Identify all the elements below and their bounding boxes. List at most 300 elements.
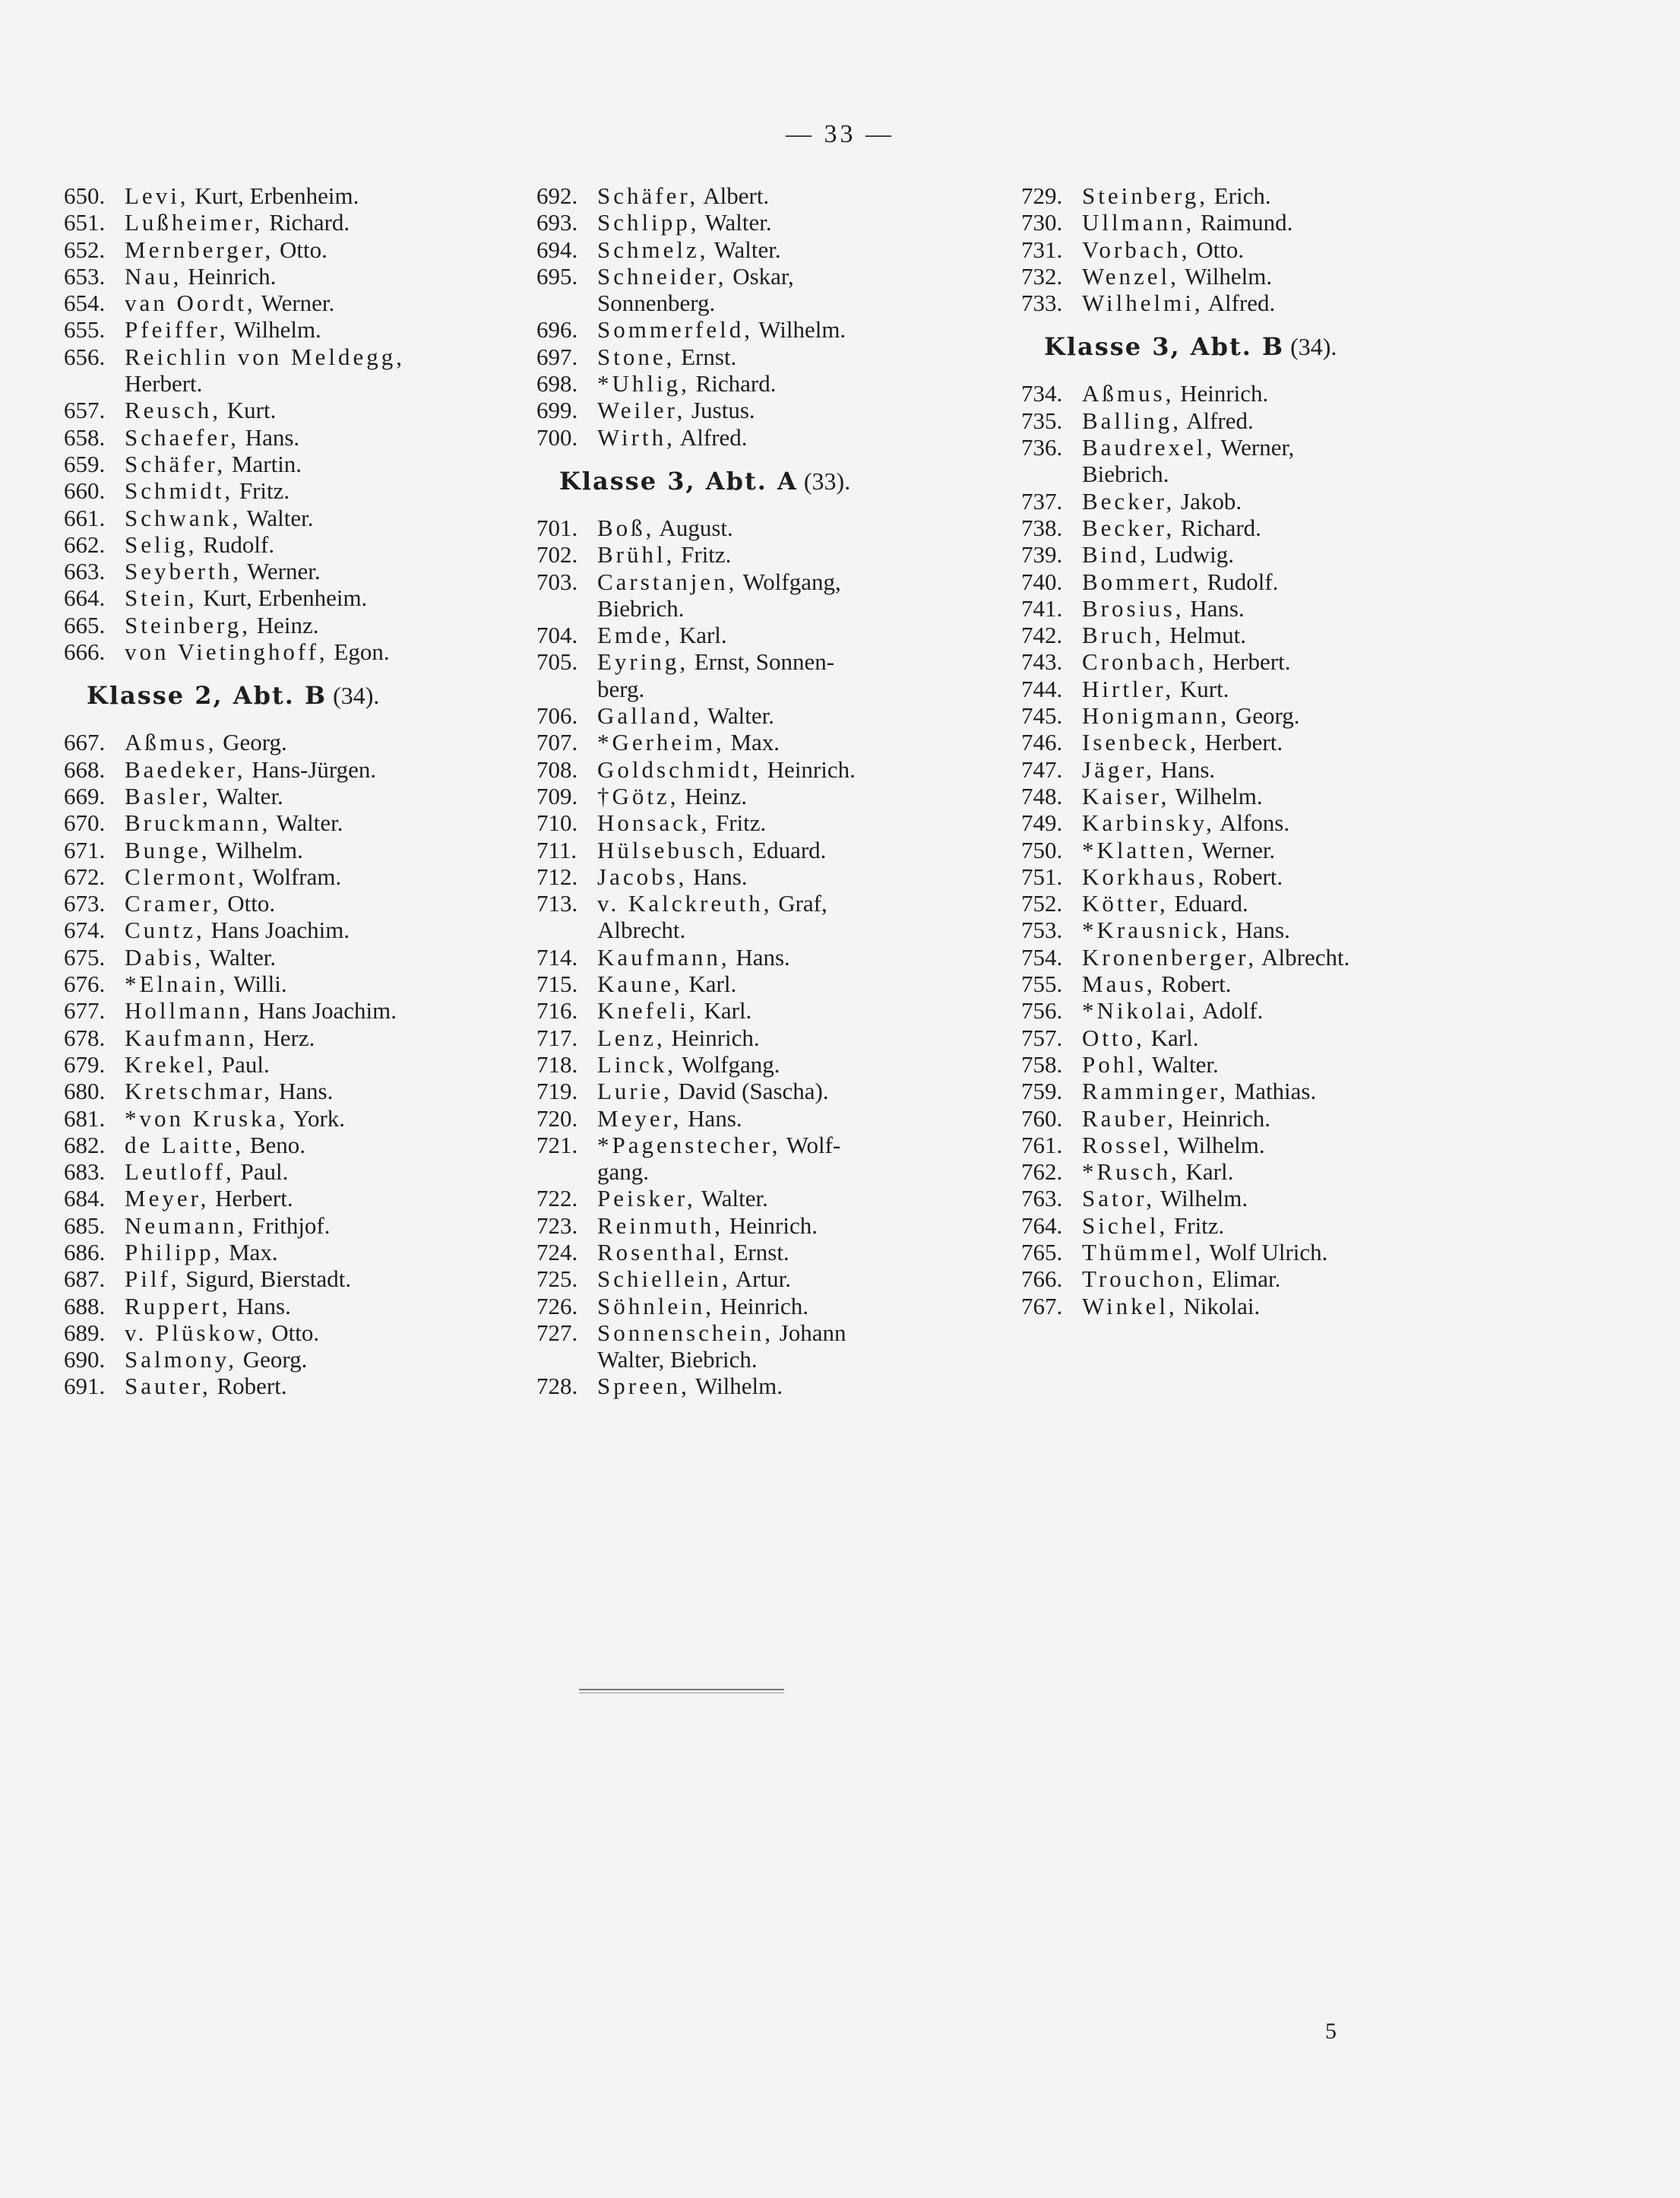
entry-number: 701. [536,514,578,541]
class-heading-label: Klasse 3, Abt. A [559,466,798,496]
entry-surname: Ullmann, [1082,209,1195,236]
entry-given-name: Herbert. [1204,729,1283,756]
entry-surname: Emde, [597,622,674,649]
entry-surname: Otto, [1082,1024,1145,1051]
entry-surname: Vorbach, [1082,236,1191,263]
entry-given-name: Karl. [1150,1024,1199,1051]
entry-surname: Maus, [1082,971,1156,998]
entry-surname: Selig, [125,530,198,558]
list-item [536,515,1023,541]
list-item [1021,290,1508,316]
list-item [1021,729,1508,755]
entry-surname: Eyring, [597,648,689,676]
list-item [64,290,527,316]
class-heading-label: Klasse 2, Abt. B [87,681,327,711]
list-item [64,263,527,290]
entry-given-name: Eduard. [752,836,827,863]
entry-surname: Wenzel, [1082,262,1179,290]
list-item [1021,1212,1508,1239]
entry-number: 673. [64,890,106,917]
list-item [64,1158,527,1185]
entry-given-name: Karl. [679,622,727,649]
list-item [64,316,527,343]
entry-given-name: Ernst, Sonnen- [694,648,835,676]
list-item [1021,1025,1508,1051]
list-item [64,863,527,890]
entry-continuation: berg. [597,675,645,702]
list-item [536,1319,1023,1373]
entry-number: 752. [1021,890,1063,917]
entry-given-name: Alfons. [1219,809,1290,837]
entry-given-name: Heinz. [685,782,748,809]
entry-surname: Schäfer, [125,450,226,477]
entry-number: 763. [1021,1185,1063,1212]
entry-surname: Peisker, [597,1185,696,1212]
entry-number: 695. [536,262,578,290]
entry-number: 663. [64,558,106,585]
list-item [536,1212,1023,1239]
list-item [1021,783,1508,809]
entry-number: 709. [536,782,578,809]
entry-surname: Kötter, [1082,890,1169,917]
list-item [536,209,1023,236]
entry-given-name: Walter. [704,209,772,236]
entry-given-name: Johann [779,1319,846,1346]
entry-surname: Lußheimer, [125,209,264,236]
entry-given-name: Hans. [278,1078,334,1105]
entry-given-name: Hans. [693,863,748,890]
entry-number: 690. [64,1346,106,1373]
entry-number: 733. [1021,290,1063,317]
class-heading-label: Klasse 3, Abt. B [1044,332,1285,362]
entry-given-name: Sigurd, Bierstadt. [185,1265,352,1293]
entry-surname: Rossel, [1082,1131,1172,1158]
entry-surname: Bunge, [125,836,210,863]
list-item [1021,622,1508,648]
list-item [1021,515,1508,541]
list-item [536,1078,1023,1104]
entry-number: 678. [64,1024,106,1051]
list-item [64,1212,527,1239]
list-item [1021,1265,1508,1292]
list-item [1021,917,1508,943]
entry-number: 698. [536,370,578,397]
entry-surname: *Elnain, [125,971,229,998]
entry-given-name: Nikolai. [1183,1292,1261,1319]
list-item [64,638,527,665]
entry-surname: v. Kalckreuth, [597,890,773,917]
entry-number: 677. [64,997,106,1025]
entry-surname: Korkhaus, [1082,863,1207,890]
entry-number: 661. [64,504,106,531]
list-item [1021,809,1508,836]
list-item [64,344,527,397]
entry-number: 730. [1021,209,1063,236]
entry-surname: Reusch, [125,397,222,424]
class-heading-count: (33). [803,467,851,495]
entry-number: 736. [1021,434,1063,461]
list-item [536,863,1023,890]
entry-surname: Pohl, [1082,1050,1147,1078]
entry-given-name: Fritz. [1174,1211,1225,1239]
entry-number: 650. [64,182,106,209]
list-item [536,1132,1023,1186]
entry-number: 739. [1021,541,1063,569]
entry-number: 666. [64,638,106,666]
entry-number: 667. [64,729,106,756]
list-item [1021,756,1508,783]
entry-given-name: Hans-Jürgen. [252,755,377,783]
entry-given-name: Robert. [1161,971,1232,998]
entry-given-name: Wilhelm. [1175,782,1263,809]
entry-surname: Kronenberger, [1082,943,1258,971]
entry-given-name: Wolf Ulrich. [1209,1238,1328,1265]
entry-number: 716. [536,997,578,1025]
entry-number: 729. [1021,182,1063,209]
list-item [536,1265,1023,1292]
entry-number: 754. [1021,943,1063,971]
entry-surname: Bruckmann, [125,809,271,837]
entry-surname: Baudrexel, [1082,434,1216,461]
entry-number: 725. [536,1265,578,1293]
entry-surname: Schneider, [597,262,727,290]
entry-given-name: David (Sascha). [678,1078,829,1105]
entry-number: 762. [1021,1158,1063,1186]
list-item [536,997,1023,1024]
entry-surname: Thümmel, [1082,1238,1204,1265]
list-item [64,1078,527,1104]
entry-given-name: Wilhelm. [1185,262,1273,290]
entry-number: 688. [64,1292,106,1319]
entry-number: 713. [536,890,578,917]
entry-surname: *Klatten, [1082,836,1197,863]
entry-given-name: Wilhelm. [1177,1131,1265,1158]
entry-surname: Schaefer, [125,423,239,451]
entry-given-name: Rudolf. [203,530,275,558]
list-item [64,584,527,611]
entry-number: 676. [64,971,106,998]
entry-given-name: Kurt. [1179,675,1229,702]
entry-given-name: Heinrich. [729,1211,818,1239]
entry-surname: Lenz, [597,1024,666,1051]
list-item [536,729,1023,755]
list-item [536,541,1023,568]
entry-number: 738. [1021,514,1063,541]
list-item [64,182,527,209]
entry-given-name: Heinz. [256,611,319,638]
entry-number: 719. [536,1078,578,1105]
list-item [536,1051,1023,1078]
entry-given-name: Heinrich. [720,1292,808,1319]
entry-surname: Honigmann, [1082,702,1230,730]
entry-number: 767. [1021,1292,1063,1319]
entry-given-name: Mathias. [1234,1078,1317,1105]
entry-number: 711. [536,836,577,863]
entry-number: 685. [64,1211,106,1239]
entry-given-name: Werner. [247,558,321,585]
entry-number: 651. [64,209,106,236]
entry-number: 672. [64,863,106,890]
entry-given-name: Elimar. [1211,1265,1281,1293]
entry-given-name: Walter. [209,943,277,971]
entry-surname: Sator, [1082,1185,1155,1212]
entry-surname: Steinberg, [125,611,251,638]
entry-surname: Baedeker, [125,755,246,783]
entry-given-name: Wilhelm. [215,836,303,863]
list-item [536,1293,1023,1319]
entry-number: 679. [64,1050,106,1078]
entry-number: 751. [1021,863,1063,890]
entry-number: 718. [536,1050,578,1078]
list-item [64,477,527,504]
entry-number: 687. [64,1265,106,1293]
footer-page-number: 5 [1325,2019,1337,2044]
entry-surname: *Rusch, [1082,1158,1180,1186]
entry-given-name: Hans. [1190,594,1245,622]
list-item [1021,434,1508,488]
entry-number: 702. [536,541,578,569]
entry-surname: Sichel, [1082,1211,1169,1239]
entry-surname: *Krausnick, [1082,917,1230,944]
entry-number: 742. [1021,622,1063,649]
entry-number: 669. [64,782,106,809]
entry-number: 681. [64,1104,106,1132]
entry-number: 660. [64,477,106,505]
list-item [64,1293,527,1319]
entry-given-name: Heinrich. [1182,1104,1270,1132]
entry-surname: Dabis, [125,943,204,971]
entry-surname: Schiellein, [597,1265,731,1293]
list-item [536,316,1023,343]
entry-surname: Balling, [1082,407,1182,434]
list-item [1021,1051,1508,1078]
entry-surname: Boß, [597,514,655,541]
entry-number: 682. [64,1131,106,1158]
entry-surname: Reinmuth, [597,1211,724,1239]
entry-number: 750. [1021,836,1063,863]
entry-number: 670. [64,809,106,837]
entry-number: 674. [64,917,106,944]
entry-continuation: Biebrich. [597,594,685,622]
entry-number: 710. [536,809,578,837]
list-item [1021,1105,1508,1132]
entry-surname: Spreen, [597,1373,690,1400]
entry-surname: Honsack, [597,809,710,837]
list-item [64,531,527,558]
entry-number: 664. [64,584,106,612]
entry-given-name: Walter. [1151,1050,1219,1078]
list-item [64,558,527,584]
entry-given-name: Beno. [249,1131,305,1158]
entry-number: 745. [1021,702,1063,730]
entry-surname: Wilhelmi, [1082,290,1204,317]
entry-number: 658. [64,423,106,451]
entry-continuation: Walter, Biebrich. [597,1346,758,1373]
entry-given-name: Robert. [217,1373,287,1400]
class-heading-count: (34). [1290,333,1337,361]
entry-surname: Salmony, [125,1346,237,1373]
list-item [536,424,1023,451]
entry-surname: Stone, [597,343,675,370]
list-item [64,890,527,917]
entry-number: 704. [536,622,578,649]
entry-number: 689. [64,1319,106,1346]
entry-surname: Schäfer, [597,182,699,209]
entry-surname: Pfeiffer, [125,316,229,344]
entry-given-name: Richard. [269,209,350,236]
entry-surname: Becker, [1082,487,1175,515]
entry-number: 668. [64,755,106,783]
list-item [536,263,1023,317]
list-item [64,424,527,451]
list-item [536,370,1023,397]
entry-given-name: Alfred. [1207,290,1276,317]
list-item [536,648,1023,702]
list-item [1021,236,1508,263]
entry-given-name: Jakob. [1181,487,1242,515]
list-item [536,837,1023,863]
list-item [1021,380,1508,407]
list-item [536,944,1023,971]
list-item [536,1105,1023,1132]
entry-given-name: Hans. [688,1104,742,1132]
entry-given-name: Walter. [713,236,781,263]
entry-surname: Mernberger, [125,236,274,263]
entry-number: 707. [536,729,578,756]
entry-surname: Cronbach, [1082,648,1207,676]
entry-surname: Seyberth, [125,558,242,585]
entry-surname: Goldschmidt, [597,755,761,783]
entry-given-name: Ernst. [733,1238,789,1265]
entry-number: 740. [1021,568,1063,595]
entry-surname: Neumann, [125,1211,247,1239]
entry-surname: Schlipp, [597,209,700,236]
entry-number: 694. [536,236,578,263]
entry-number: 748. [1021,782,1063,809]
column-2 [536,182,1023,1400]
entry-given-name: Hans Joachim. [258,997,397,1025]
entry-number: 696. [536,316,578,344]
entry-number: 708. [536,755,578,783]
entry-number: 697. [536,343,578,370]
entry-given-name: Walter. [276,809,343,837]
entry-given-name: Wilhelm. [758,316,846,344]
entry-number: 743. [1021,648,1063,676]
entry-surname: Ramminger, [1082,1078,1229,1105]
entry-number: 680. [64,1078,106,1105]
entry-surname: Söhnlein, [597,1292,714,1319]
entry-number: 655. [64,316,106,344]
entry-given-name: Kurt, Erbenheim. [195,182,359,209]
entry-surname: von Vietinghoff, [125,638,328,666]
entry-surname: Basler, [125,782,211,809]
list-item [64,612,527,638]
class-heading [1044,333,1508,360]
entry-given-name: Hans Joachim. [210,917,350,944]
entry-surname: Knefeli, [597,997,698,1025]
entry-surname: Schmidt, [125,477,234,505]
list-item [536,1185,1023,1211]
list-item [1021,890,1508,917]
list-item [536,783,1023,809]
list-item [1021,541,1508,568]
list-item [536,756,1023,783]
entry-number: 684. [64,1185,106,1212]
entry-number: 712. [536,863,578,890]
entry-number: 737. [1021,487,1063,515]
list-item [64,209,527,236]
entry-given-name: Werner. [261,290,335,317]
entry-given-name: Herz. [263,1024,315,1051]
entry-given-name: Fritz. [239,477,290,505]
entry-surname: Sonnenschein, [597,1319,774,1346]
list-item [536,702,1023,729]
entry-given-name: Wolf- [786,1131,841,1158]
entry-number: 728. [536,1373,578,1400]
entry-surname: Meyer, [125,1185,210,1212]
list-item [64,944,527,971]
entry-surname: Galland, [597,702,702,730]
entry-surname: Aßmus, [1082,380,1175,407]
class-heading [559,467,1023,495]
entry-given-name: Hans. [736,943,790,971]
entry-given-name: Max. [730,729,780,756]
entry-number: 714. [536,943,578,971]
list-item [536,890,1023,944]
list-item [1021,209,1508,236]
entry-given-name: Otto. [1196,236,1245,263]
entry-number: 735. [1021,407,1063,434]
list-item [536,809,1023,836]
entry-surname: Sauter, [125,1373,211,1400]
entry-number: 706. [536,702,578,730]
list-item [64,756,527,783]
entry-given-name: Heinrich. [188,262,277,290]
list-item [536,182,1023,209]
entry-surname: Kaufmann, [125,1024,258,1051]
entry-given-name: Otto. [227,890,276,917]
list-item [1021,1293,1508,1319]
entry-surname: Kaune, [597,971,683,998]
entry-continuation: gang. [597,1158,650,1186]
entry-given-name: Heinrich. [1180,380,1269,407]
list-item [1021,971,1508,997]
entry-surname: van Oordt, [125,290,256,317]
list-item [64,971,527,997]
entry-surname: Trouchon, [1082,1265,1207,1293]
entry-surname: Wirth, [597,423,675,451]
entry-continuation: Albrecht. [597,917,686,944]
entry-given-name: Robert. [1213,863,1283,890]
entry-surname: Isenbeck, [1082,729,1199,756]
list-item [64,1346,527,1373]
entry-given-name: Egon. [334,638,390,666]
entry-number: 753. [1021,917,1063,944]
page-number: — 33 — [786,120,894,148]
entry-given-name: Otto. [271,1319,320,1346]
entry-given-name: Karl. [704,997,752,1025]
entry-number: 720. [536,1104,578,1132]
entry-surname: Weiler, [597,397,686,424]
entry-number: 759. [1021,1078,1063,1105]
entry-surname: Reichlin von Meldegg, [125,343,405,370]
entry-given-name: Oskar, [732,262,794,290]
list-item [536,622,1023,648]
entry-surname: Cuntz, [125,917,205,944]
entry-surname: Linck, [597,1050,677,1078]
entry-surname: Clermont, [125,863,247,890]
list-item [1021,648,1508,675]
